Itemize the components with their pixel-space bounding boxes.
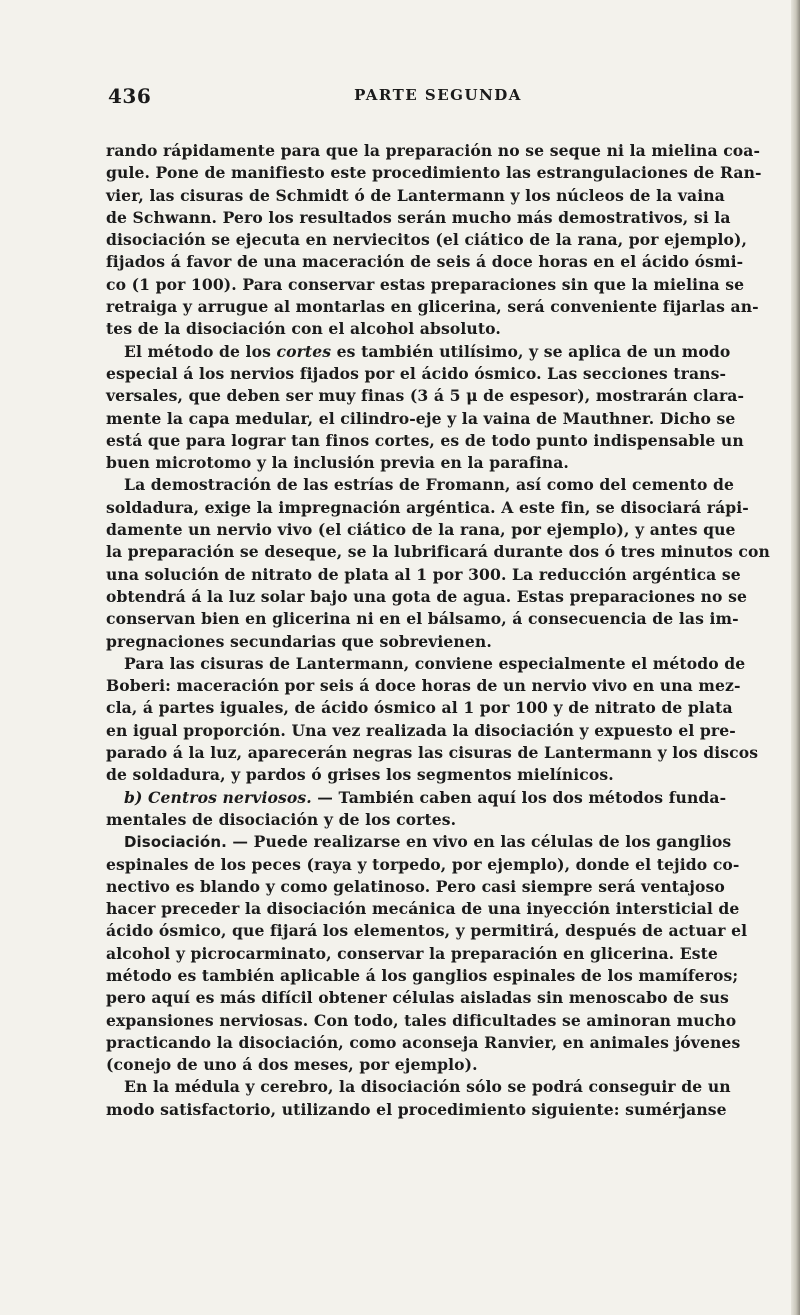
text-line: En la médula y cerebro, la disociación sólo se podrá conseguir de un bbox=[124, 1077, 731, 1097]
text-line: co (1 por 100). Para conservar estas preparaciones sin que la mielina se bbox=[106, 274, 745, 294]
section-heading: b) Centros nerviosos. bbox=[124, 787, 312, 807]
text-run: — También caben aquí los dos métodos funda- bbox=[311, 787, 727, 807]
text-line: pregnaciones secundarias que sobrevienen. bbox=[106, 631, 492, 651]
text-run: El método de los bbox=[124, 341, 277, 361]
text-line: disociación se ejecuta en nerviecitos (el ciático de la rana, por ejemplo), bbox=[106, 230, 748, 250]
text-line: alcohol y picrocarminato, conservar la preparación en glicerina. Este bbox=[106, 943, 718, 963]
text-line: retraiga y arrugue al montarlas en glicerina, será conveniente fijarlas an- bbox=[106, 297, 759, 317]
text-line: damente un nervio vivo (el ciático de la rana, por ejemplo), y antes que bbox=[106, 520, 736, 540]
text-line bbox=[106, 787, 727, 809]
text-line: conservan bien en glicerina ni en el bálsamo, á consecuencia de las im- bbox=[106, 609, 739, 629]
text-line: rando rápidamente para que la preparación no se seque ni la mielina coa- bbox=[106, 141, 761, 160]
text-line: espinales de los peces (raya y torpedo, por ejemplo), donde el tejido co- bbox=[106, 854, 740, 874]
text-line: modo satisfactorio, utilizando el procedimiento siguiente: sumérjanse bbox=[106, 1099, 727, 1119]
text-line: obtendrá á la luz solar bajo una gota de agua. Estas preparaciones no se bbox=[106, 586, 747, 606]
text-line: (conejo de uno á dos meses, por ejemplo). bbox=[106, 1055, 478, 1075]
text-line: está que para lograr tan finos cortes, es de todo punto indispensable un bbox=[106, 430, 744, 450]
page-number: 436 bbox=[108, 84, 152, 108]
text-line: La demostración de las estrías de Fromann, así como del cemento de bbox=[124, 475, 735, 495]
text-line: practicando la disociación, como aconseja Ranvier, en animales jóvenes bbox=[106, 1032, 741, 1052]
text-run: — Puede realizarse en vivo en las células de los ganglios bbox=[226, 832, 732, 852]
text-line: parado á la luz, aparecerán negras las cisuras de Lantermann y los discos bbox=[106, 743, 759, 763]
text-line: expansiones nerviosas. Con todo, tales dificultades se aminoran mucho bbox=[106, 1010, 737, 1030]
text-line: buen microtomo y la inclusión previa en la parafina. bbox=[106, 453, 569, 473]
text-line: gule. Pone de manifiesto este procedimiento las estrangulaciones de Ran- bbox=[106, 163, 762, 183]
text-run: es también utilísimo, y se aplica de un modo bbox=[331, 341, 731, 361]
text-line: nectivo es blando y como gelatinoso. Pero casi siempre será ventajoso bbox=[106, 876, 725, 896]
text-line: cla, á partes iguales, de ácido ósmico al 1 por 100 y de nitrato de plata bbox=[106, 698, 733, 718]
text-line: fijados á favor de una maceración de seis á doce horas en el ácido ósmi- bbox=[106, 252, 744, 272]
text-line bbox=[106, 831, 732, 853]
running-title: PARTE SEGUNDA bbox=[354, 86, 522, 104]
text-line: soldadura, exige la impregnación argéntica. A este fin, se disociará rápi- bbox=[106, 497, 749, 517]
subsection-heading: Disociación. bbox=[124, 833, 227, 852]
text-line: método es también aplicable á los ganglios espinales de los mamíferos; bbox=[106, 965, 739, 985]
text-line bbox=[106, 341, 731, 363]
text-line: hacer preceder la disociación mecánica de una inyección intersticial de bbox=[106, 899, 740, 919]
text-line: de Schwann. Pero los resultados serán mucho más demostrativos, si la bbox=[106, 207, 731, 227]
text-line: versales, que deben ser muy finas (3 á 5 μ de espesor), mostrarán clara- bbox=[106, 386, 745, 406]
text-line: mentales de disociación y de los cortes. bbox=[106, 809, 457, 829]
text-line: especial á los nervios fijados por el ácido ósmico. Las secciones trans- bbox=[106, 363, 727, 383]
text-line: una solución de nitrato de plata al 1 por 300. La reducción argéntica se bbox=[106, 564, 741, 584]
body-text bbox=[106, 140, 770, 1121]
text-line: vier, las cisuras de Schmidt ó de Lantermann y los núcleos de la vaina bbox=[106, 185, 725, 205]
text-line: pero aquí es más difícil obtener células aisladas sin menoscabo de sus bbox=[106, 988, 729, 1008]
text-line: la preparación se deseque, se la lubrificará durante dos ó tres minutos con bbox=[106, 542, 770, 562]
text-line: de soldadura, y pardos ó grises los segmentos mielínicos. bbox=[106, 765, 614, 785]
text-line: Boberi: maceración por seis á doce horas de un nervio vivo en una mez- bbox=[106, 676, 741, 696]
text-line: en igual proporción. Una vez realizada la disociación y expuesto el pre- bbox=[106, 720, 736, 740]
text-line: Para las cisuras de Lantermann, conviene especialmente el método de bbox=[124, 653, 746, 673]
page-header bbox=[108, 84, 690, 106]
italic-term: cortes bbox=[276, 341, 332, 361]
page-edge-shadow bbox=[791, 0, 800, 1315]
text-line: tes de la disociación con el alcohol absoluto. bbox=[106, 319, 501, 339]
text-line: mente la capa medular, el cilindro-eje y la vaina de Mauthner. Dicho se bbox=[106, 408, 736, 428]
text-line: ácido ósmico, que fijará los elementos, y permitirá, después de actuar el bbox=[106, 921, 748, 941]
